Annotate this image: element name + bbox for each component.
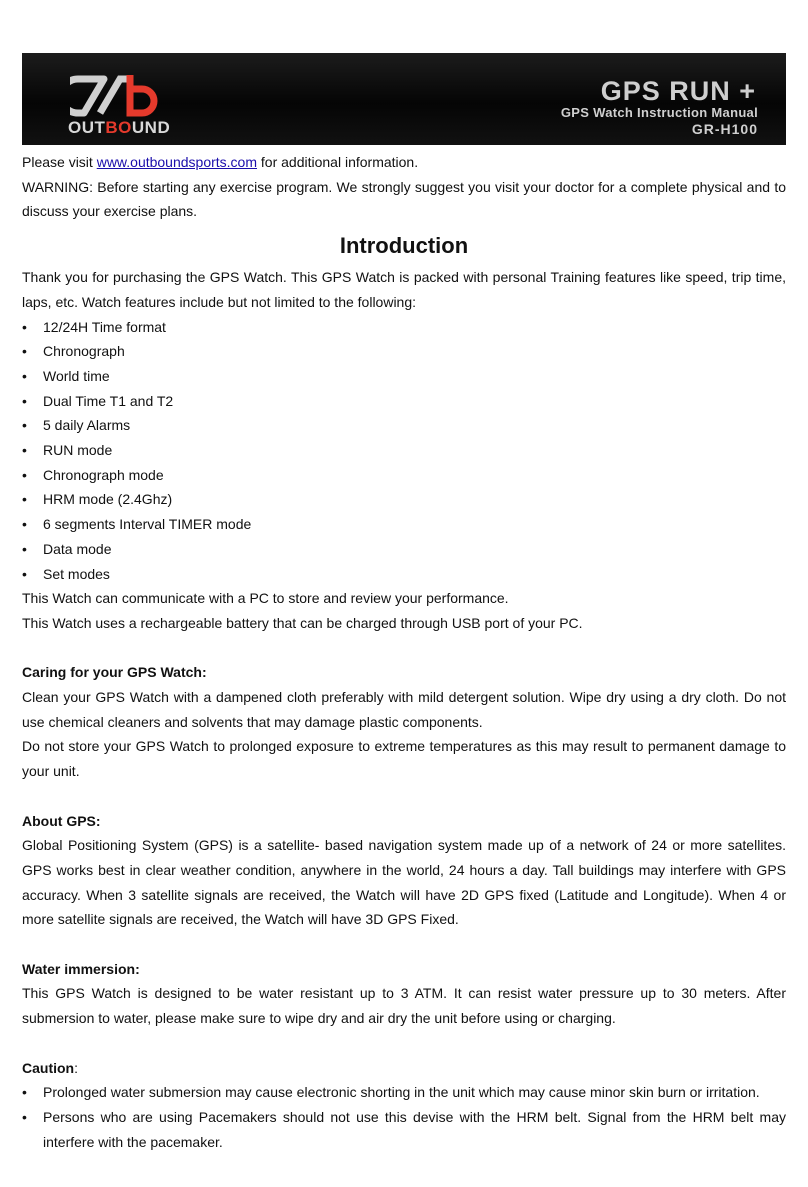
list-item: • World time (22, 364, 786, 389)
caution-heading: Caution: (22, 1059, 78, 1076)
caring-paragraph-2: Do not store your GPS Watch to prolonged exposure to extreme temperatures as this may result to permanent damage to your unit. (22, 738, 786, 780)
caring-heading: Caring for your GPS Watch: (22, 664, 207, 681)
feature-list (22, 315, 786, 587)
list-item: • RUN mode (22, 438, 786, 463)
list-item: • Data mode (22, 537, 786, 562)
list-item: • Persons who are using Pacemakers should not use this devise with the HRM belt. Signal from the HRM belt may interfere with the pacemaker. (22, 1105, 786, 1154)
caution-list (22, 1080, 786, 1154)
list-item: • Chronograph (22, 339, 786, 364)
water-paragraph: This GPS Watch is designed to be water resistant up to 3 ATM. It can resist water pressure up to 30 meters. After submersion to water, please make sure to wipe dry and air dry the unit before using or charging. (22, 985, 786, 1027)
pc-line: This Watch can communicate with a PC to store and review your performance. (22, 590, 509, 607)
list-item: • 6 segments Interval TIMER mode (22, 512, 786, 537)
list-item: • 12/24H Time format (22, 315, 786, 340)
list-item: • HRM mode (2.4Ghz) (22, 487, 786, 512)
document-body (22, 150, 786, 1154)
list-item: • Dual Time T1 and T2 (22, 389, 786, 414)
about-gps-heading: About GPS: (22, 812, 101, 829)
product-title: GPS RUN + (600, 76, 756, 106)
website-link[interactable]: www.outboundsports.com (96, 154, 258, 170)
about-gps-paragraph: Global Positioning System (GPS) is a satellite- based navigation system made up of a network of 24 or more satellites. GPS works best in clear weather condition, anywhere in the world, 24 hours a day. Tall buildings may interfere with GPS accuracy. When 3 satellite signals are received, the Watch will have 2D GPS fixed (Latitude and Longitude). When 4 or more satellite signals are received, the Watch will have 3D GPS Fixed. (22, 837, 786, 928)
visit-line: Please visit www.outboundsports.com for additional information. (22, 154, 419, 170)
water-heading: Water immersion: (22, 960, 140, 977)
list-item: • Chronograph mode (22, 463, 786, 488)
model-number: GR-H100 (691, 121, 758, 137)
introduction-paragraph: Thank you for purchasing the GPS Watch. This GPS Watch is packed with personal Training features like speed, trip time, laps, etc. Watch features include but not limited to the following: (22, 269, 786, 310)
list-item: • Set modes (22, 562, 786, 587)
introduction-heading: Introduction (339, 233, 469, 259)
caring-paragraph-1: Clean your GPS Watch with a dampened cloth preferably with mild detergent solution. Wipe dry using a dry cloth. Do not use chemical cleaners and solvents that may damage plastic components. (22, 689, 786, 730)
header-banner (22, 53, 786, 145)
list-item: • 5 daily Alarms (22, 413, 786, 438)
outbound-wordmark: OUTBOUND (68, 118, 171, 137)
battery-line: This Watch uses a rechargeable battery that can be charged through USB port of your PC. (22, 614, 583, 631)
outbound-logo-icon (70, 73, 162, 117)
list-item: • Prolonged water submersion may cause electronic shorting in the unit which may cause minor skin burn or irritation. (22, 1080, 786, 1105)
warning-text: WARNING: Before starting any exercise program. We strongly suggest you visit your doctor for a complete physical and to discuss your exercise plans. (22, 178, 786, 220)
manual-subtitle: GPS Watch Instruction Manual (560, 105, 758, 120)
